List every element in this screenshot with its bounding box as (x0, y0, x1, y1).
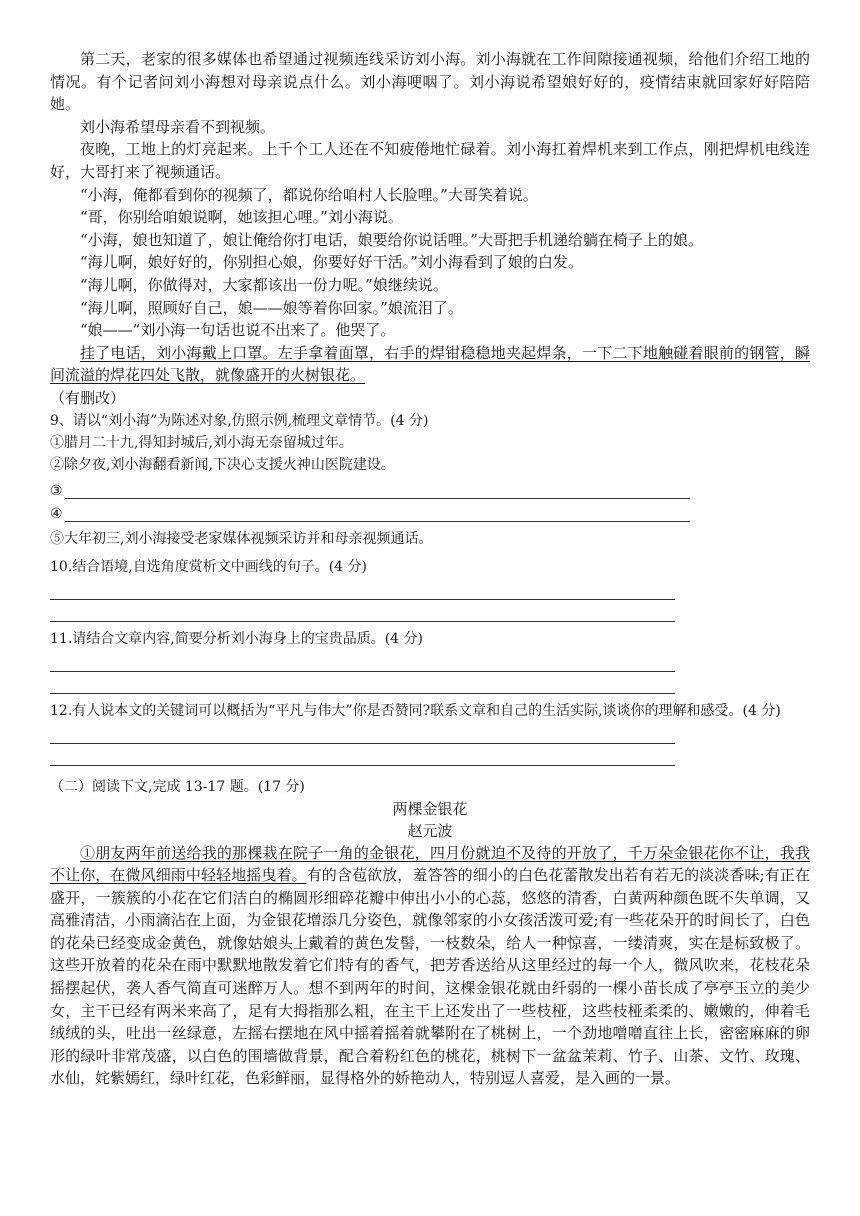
q9-answer-line-3[interactable] (65, 482, 690, 499)
question-11: 11.请结合文章内容,简要分析刘小海身上的宝贵品质。(4 分) (50, 630, 423, 647)
article-paragraph-1-rest: 有的含苞欲放，羞答答的细小的白色花蕾散发出若有若无的淡淡香味;有正在盛开，一簇簇的小花在它们洁白的椭圆形细碎花瓣中伸出小小的心蕊，悠悠的清香，白黄两种颜色既不失单调，又高雅清洁，小雨滴沾在上面，为金银花增添几分姿色，就像邻家的小女孩活泼可爱;有一些花朵开的时间长了，白色的花朵已经变成金黄色，就像姑娘头上戴着的黄色发髻，一枝数朵，给人一种惊喜，一缕清爽，实在是标致极了。这些开放着的花朵在雨中默默地散发着它们特有的香气，把芳香送给从这里经过的每一个人，微风吹来，花枝花朵摇摆起伏，袭人香气简直可迷醉万人。想不到两年的时间，这棵金银花就由纤弱的一棵小苗长成了亭亭玉立的美少女，主干已经有两米来高了，足有大拇指那么粗，在主干上还发出了一些枝桠，这些枝桠柔柔的、嫩嫩的，伸着毛绒绒的头，吐出一丝绿意，左摇右摆地在风中摇着摇着就攀附在了桃树上，一个劲地噌噌直往上长，密密麻麻的卵形的绿叶非常茂盛，以白色的围墙做背景，配合着粉红色的桃花，桃树下一盆盆茉莉、竹子、山茶、文竹、玫瑰、水仙，姹紫嫣红，绿叶红花，色彩鲜丽，显得格外的娇艳动人，特别逗人喜爱，是入画的一景。 (50, 866, 810, 1088)
q12-answer-line-2[interactable] (50, 744, 675, 766)
q12-answer-line-1[interactable] (50, 722, 675, 744)
question-9: 9、请以“刘小海”为陈述对象,仿照示例,梳理文章情节。(4 分) (50, 412, 429, 429)
q9-answer-line-4[interactable] (65, 505, 690, 522)
q9-example-2: ②除夕夜,刘小海翻看新闻,下决心支援火神山医院建设。 (50, 456, 395, 473)
dialogue-line-6: “海儿啊，照顾好自己，娘——娘等着你回家。”娘流泪了。 (80, 298, 463, 317)
article-title: 两棵金银花 (392, 799, 468, 818)
q11-answer-line-1[interactable] (50, 650, 675, 672)
article-paragraph-1 (50, 842, 810, 1091)
q9-marker-4: ④ (50, 505, 63, 522)
underlined-sentence: 挂了电话，刘小海戴上口罩。左手拿着面罩，右手的焊钳稳稳地夹起焊条，一下二下地触碰着眼前的钢管，瞬间流溢的焊花四处飞散，就像盛开的火树银花。 (50, 343, 810, 385)
question-12: 12.有人说本文的关键词可以概括为“平凡与伟大”你是否赞同?联系文章和自己的生活实际,谈谈你的理解和感受。(4 分) (50, 702, 781, 719)
story-paragraph-3: 夜晚，工地上的灯亮起来。上千个工人还在不知疲倦地忙碌着。刘小海扛着焊机来到工作点，刚把焊机电线连好，大哥打来了视频通话。 (50, 140, 810, 181)
story-paragraph-1: 第二天，老家的很多媒体也希望通过视频连线采访刘小海。刘小海就在工作间隙接通视频，给他们介绍工地的情况。有个记者问刘小海想对母亲说点什么。刘小海哽咽了。刘小海说希望娘好好的，疫情结束就回家好好陪陪她。 (50, 50, 810, 114)
article-author: 赵元波 (407, 821, 453, 840)
q9-example-1: ①腊月二十九,得知封城后,刘小海无奈留城过年。 (50, 434, 353, 451)
dialogue-line-7: “娘——”刘小海一句话也说不出来了。他哭了。 (80, 321, 396, 340)
q11-answer-line-2[interactable] (50, 672, 675, 694)
article-underlined-sentence: ①朋友两年前送给我的那棵栽在院子一角的金银花，四月份就迫不及待的开放了，千万朵金银花你不让，我我不让你，在微风细雨中轻轻地摇曳着。 (50, 843, 810, 885)
dialogue-line-4: “海儿啊，娘好好的，你别担心娘，你要好好干活。”刘小海看到了娘的白发。 (80, 253, 583, 272)
q9-marker-3: ③ (50, 482, 63, 499)
dialogue-line-3: “小海，娘也知道了，娘让俺给你打电话，娘要给你说话哩。”大哥把手机递给躺在椅子上的娘。 (80, 230, 703, 249)
story-paragraph-2: 刘小海希望母亲看不到视频。 (80, 117, 276, 136)
dialogue-line-5: “海儿啊，你做得对，大家都该出一份力呢。”娘继续说。 (80, 275, 448, 294)
q9-example-5: ⑤大年初三,刘小海接受老家媒体视频采访并和母亲视频通话。 (50, 530, 433, 547)
dialogue-line-2: “哥，你别给咱娘说啊，她该担心哩。”刘小海说。 (80, 208, 403, 227)
exam-page (50, 48, 810, 1090)
question-10: 10.结合语境,自选角度赏析文中画线的句子。(4 分) (50, 558, 367, 575)
dialogue-line-1: “小海，俺都看到你的视频了，都说你给咱村人长脸哩。”大哥笑着说。 (80, 185, 538, 204)
q9-answer-3[interactable] (50, 476, 810, 499)
q9-answer-4[interactable] (50, 499, 810, 522)
edit-note: （有删改） (50, 388, 126, 407)
q10-answer-line-1[interactable] (50, 578, 675, 600)
q10-answer-line-2[interactable] (50, 600, 675, 622)
section-2-heading: （二）阅读下文,完成 13-17 题。(17 分) (50, 778, 305, 795)
